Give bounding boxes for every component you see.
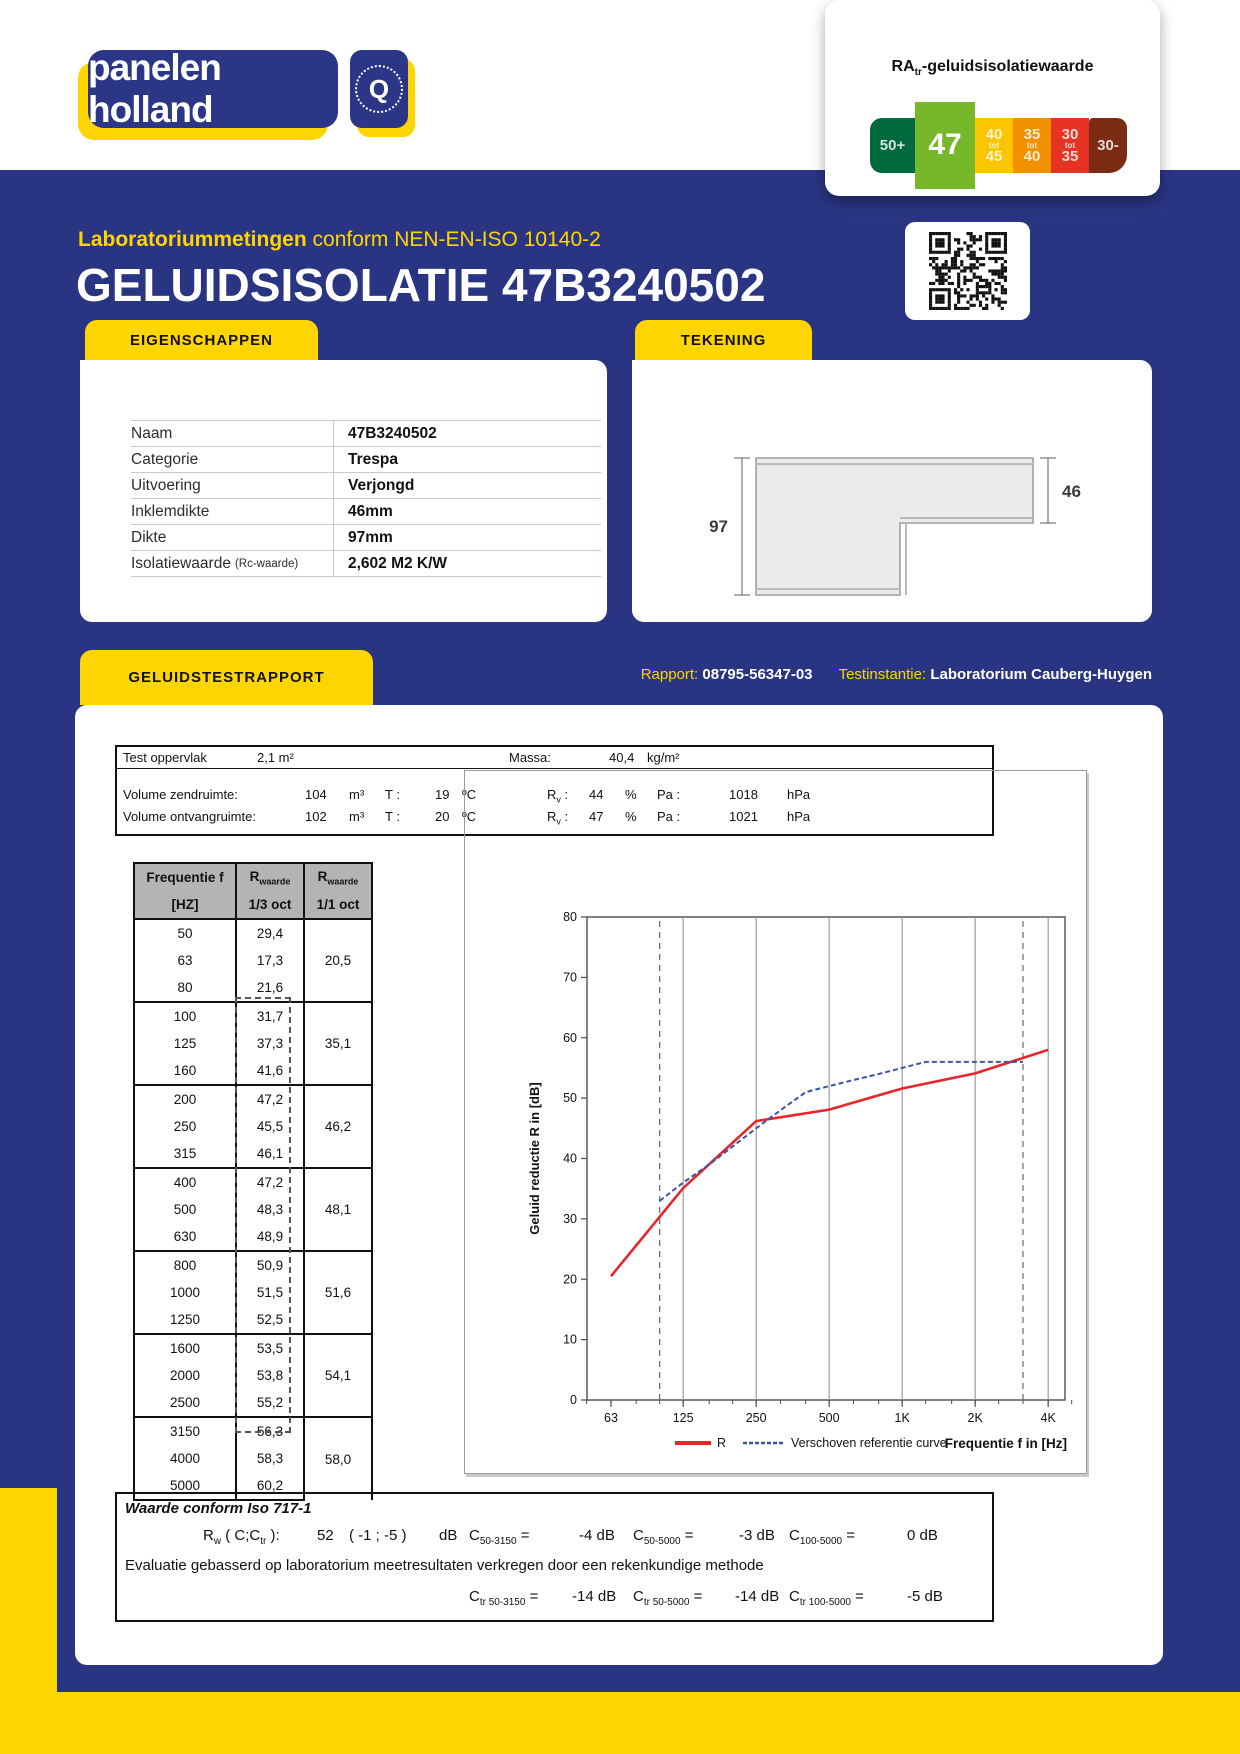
- freq-cell: 1000: [134, 1279, 236, 1306]
- zend-rv: 44: [589, 787, 604, 802]
- table-row: [131, 473, 601, 499]
- dim-46-label: 46: [1062, 482, 1081, 501]
- scale-top: 30: [1061, 125, 1079, 143]
- x-tick-label: 4K: [1040, 1411, 1056, 1425]
- freq-cell: 200: [134, 1085, 236, 1113]
- r-third-oct-cell: 52,5: [236, 1306, 304, 1334]
- scale-bottom: 45: [985, 147, 1003, 165]
- divider: [117, 768, 992, 769]
- tekening-card: [632, 360, 1152, 622]
- rating-title-rest: -geluidsisolatiewaarde: [921, 58, 1094, 75]
- volume-unit: m³: [349, 809, 365, 824]
- evaluation-note: Evaluatie gebasserd op laboratorium meetresultaten verkregen door een rekenkundige methode: [125, 1557, 764, 1574]
- report-body-panel: [75, 705, 1163, 1665]
- scale-block-35-40: [1013, 118, 1051, 173]
- testinstantie-value: Laboratorium Cauberg-Huygen: [930, 666, 1152, 683]
- ontvang-label: Volume ontvangruimte:: [123, 809, 256, 824]
- prop-value: Verjongd: [348, 476, 415, 494]
- ctr2-label: $C_{tr 50-5000}$ =: [633, 1588, 703, 1608]
- freq-cell: 315: [134, 1140, 236, 1168]
- prop-label: Naam: [131, 421, 334, 446]
- ontvang-temp: 20: [435, 809, 450, 824]
- prop-label: Categorie: [131, 447, 334, 472]
- r-third-oct-cell: 41,6: [236, 1057, 304, 1085]
- zend-temp: 19: [435, 787, 450, 802]
- volume-unit: m³: [349, 787, 365, 802]
- ctr1-value: -14 dB: [572, 1588, 617, 1605]
- dim-97-label: 97: [709, 517, 728, 536]
- freq-cell: 63: [134, 947, 236, 974]
- rv-label: $R_v$ :: [547, 809, 569, 827]
- pct-sign: %: [625, 809, 637, 824]
- prop-value: 97mm: [348, 528, 393, 546]
- rapport-number: 08795-56347-03: [702, 666, 813, 683]
- scale-label: 50+: [879, 136, 906, 154]
- freq-cell: 5000: [134, 1472, 236, 1500]
- rv-label: $R_v$ :: [547, 787, 569, 805]
- rw-value: 52: [317, 1527, 334, 1544]
- pct-sign: %: [625, 787, 637, 802]
- r-third-oct-cell: 48,9: [236, 1223, 304, 1251]
- column-header: Frequentie f: [134, 863, 236, 891]
- table-row: [131, 551, 601, 577]
- r-third-oct-cell: 45,5: [236, 1113, 304, 1140]
- ontvang-rv: 47: [589, 809, 604, 824]
- ontvang-pa: 1021: [729, 809, 758, 824]
- oppervlak-label: Test oppervlak: [123, 750, 207, 765]
- prop-value: 2,602 M2 K/W: [348, 554, 448, 572]
- r-third-oct-cell: 53,8: [236, 1362, 304, 1389]
- freq-cell: 2500: [134, 1389, 236, 1417]
- r-third-oct-cell: 21,6: [236, 974, 304, 1002]
- scale-block-30minus: [1089, 118, 1127, 173]
- scale-label: 30-: [1097, 136, 1119, 154]
- page-title: GELUIDSISOLATIE 47B3240502: [76, 259, 766, 311]
- scale-block-value: [915, 102, 975, 189]
- rapport-label: Rapport:: [640, 666, 699, 683]
- scale-tot: tot: [1026, 140, 1038, 150]
- ctr1-label: $C_{tr 50-3150}$ =: [469, 1588, 539, 1608]
- r-one-oct-cell: 54,1: [304, 1334, 372, 1417]
- company-logo-text: panelen holland: [88, 47, 221, 130]
- freq-table-row: [134, 1251, 372, 1279]
- r-third-oct-cell: 58,3: [236, 1445, 304, 1472]
- r-one-oct-cell: 46,2: [304, 1085, 372, 1168]
- freq-table-row: [134, 1417, 372, 1445]
- c2-value: -3 dB: [739, 1527, 775, 1544]
- freq-cell: 4000: [134, 1445, 236, 1472]
- freq-cell: 3150: [134, 1417, 236, 1445]
- table-row: [131, 420, 601, 447]
- r-third-oct-cell: 17,3: [236, 947, 304, 974]
- temp-unit: ºC: [462, 809, 477, 824]
- r-one-oct-cell: 20,5: [304, 919, 372, 1002]
- rating-scale: [870, 100, 1127, 190]
- freq-table-row: [134, 1085, 372, 1113]
- r-third-oct-cell: 31,7: [236, 1002, 304, 1030]
- prop-label: Isolatiewaarde (Rc-waarde): [131, 551, 334, 576]
- pa-label: Pa :: [657, 787, 681, 802]
- r-third-oct-cell: 50,9: [236, 1251, 304, 1279]
- footer-yellow-band: [0, 1692, 1240, 1754]
- ctr3-value: -5 dB: [907, 1588, 943, 1605]
- plot-area: [587, 917, 1065, 1400]
- properties-table: [131, 420, 601, 577]
- rating-value: 47: [928, 128, 962, 161]
- qr-code-icon: [929, 232, 1007, 310]
- x-tick-label: 125: [672, 1411, 694, 1425]
- freq-table-row: [134, 1334, 372, 1362]
- freq-cell: 125: [134, 1030, 236, 1057]
- oppervlak-value: 2,1 m²: [257, 750, 294, 765]
- r-third-oct-cell: 37,3: [236, 1030, 304, 1057]
- r-third-oct-cell: 53,5: [236, 1334, 304, 1362]
- t-label: T :: [385, 787, 400, 802]
- freq-cell: 800: [134, 1251, 236, 1279]
- freq-table-row: [134, 1002, 372, 1030]
- results-title: Waarde conform Iso 717-1: [125, 1500, 312, 1517]
- freq-cell: 100: [134, 1002, 236, 1030]
- c1-label: $C_{50-3150}$ =: [469, 1527, 530, 1547]
- x-tick-label: 2K: [967, 1411, 983, 1425]
- pa-unit: hPa: [787, 787, 811, 802]
- x-tick-label: 63: [604, 1411, 618, 1425]
- r-third-oct-cell: 48,3: [236, 1196, 304, 1223]
- prop-value: 47B3240502: [348, 424, 437, 442]
- rapport-info-line: [380, 666, 1152, 683]
- table-row: [131, 499, 601, 525]
- panel-cross-section-drawing: [632, 360, 1152, 622]
- scale-top: 40: [985, 125, 1003, 143]
- r-one-oct-cell: 35,1: [304, 1002, 372, 1085]
- quality-badge-letter: Q: [368, 73, 390, 104]
- y-tick-label: 10: [563, 1332, 577, 1347]
- c2-label: $C_{50-5000}$ =: [633, 1527, 694, 1547]
- freq-cell: 50: [134, 919, 236, 947]
- series-reference-curve: [660, 1062, 1023, 1201]
- legend-reference-label: Verschoven referentie curve: [791, 1436, 947, 1450]
- x-tick-label: 1K: [894, 1411, 910, 1425]
- sound-reduction-chart: [465, 771, 1086, 1473]
- scale-top: 35: [1023, 125, 1041, 143]
- y-tick-label: 80: [563, 910, 577, 924]
- quality-badge: [350, 50, 408, 128]
- r-third-oct-cell: 60,2: [236, 1472, 304, 1500]
- subtitle-rest: conform NEN-EN-ISO 10140-2: [306, 228, 601, 251]
- column-header: $R_{waarde}$: [236, 863, 304, 891]
- scale-bottom: 40: [1023, 147, 1041, 165]
- freq-cell: 500: [134, 1196, 236, 1223]
- freq-cell: 250: [134, 1113, 236, 1140]
- y-tick-label: 50: [563, 1091, 577, 1106]
- zend-label: Volume zendruimte:: [123, 787, 238, 802]
- testinstantie-label: Testinstantie:: [838, 666, 927, 683]
- massa-unit: kg/m²: [647, 750, 680, 765]
- c3-value: 0 dB: [907, 1527, 938, 1544]
- column-header: $R_{waarde}$: [304, 863, 372, 891]
- y-tick-label: 0: [570, 1393, 577, 1407]
- ctr3-label: $C_{tr 100-5000}$ =: [789, 1588, 864, 1608]
- c3-label: $C_{100-5000}$ =: [789, 1527, 856, 1547]
- r-third-oct-cell: 29,4: [236, 919, 304, 947]
- results-box: [115, 1492, 994, 1622]
- eigenschappen-card: [80, 360, 607, 622]
- y-tick-label: 30: [563, 1211, 577, 1226]
- company-logo: [88, 47, 338, 130]
- prop-value: Trespa: [348, 450, 398, 468]
- tab-eigenschappen: EIGENSCHAPPEN: [85, 320, 318, 360]
- r-third-oct-cell: 46,1: [236, 1140, 304, 1168]
- freq-cell: 1600: [134, 1334, 236, 1362]
- rating-card: [825, 0, 1160, 196]
- column-header: [HZ]: [134, 891, 236, 919]
- r-third-oct-cell: 56,3: [236, 1417, 304, 1445]
- ctr2-value: -14 dB: [735, 1588, 780, 1605]
- freq-cell: 2000: [134, 1362, 236, 1389]
- massa-label: Massa:: [509, 750, 551, 765]
- prop-label: Inklemdikte: [131, 499, 334, 524]
- y-tick-label: 40: [563, 1151, 577, 1166]
- rw-spectrum-terms: ( -1 ; -5 ): [349, 1527, 407, 1544]
- scale-bottom: 35: [1061, 147, 1079, 165]
- scale-tot: tot: [1064, 140, 1076, 150]
- scale-block-50plus: [870, 118, 915, 173]
- c1-value: -4 dB: [579, 1527, 615, 1544]
- prop-value: 46mm: [348, 502, 393, 520]
- pa-label: Pa :: [657, 809, 681, 824]
- freq-cell: 400: [134, 1168, 236, 1196]
- temp-unit: ºC: [462, 787, 477, 802]
- r-third-oct-cell: 55,2: [236, 1389, 304, 1417]
- freq-table-row: [134, 919, 372, 947]
- zend-volume: 104: [305, 787, 327, 802]
- r-third-oct-cell: 51,5: [236, 1279, 304, 1306]
- scale-block-30-35: [1051, 118, 1089, 173]
- scale-block-40-45: [975, 118, 1013, 173]
- y-tick-label: 20: [563, 1272, 577, 1287]
- r-one-oct-cell: 48,1: [304, 1168, 372, 1251]
- massa-value: 40,4: [609, 750, 635, 765]
- freq-cell: 80: [134, 974, 236, 1002]
- rating-title: [825, 58, 1160, 78]
- freq-cell: 160: [134, 1057, 236, 1085]
- db-unit: dB: [439, 1527, 458, 1544]
- r-one-oct-cell: 51,6: [304, 1251, 372, 1334]
- y-axis-title: Geluid reductie R in [dB]: [527, 1082, 542, 1235]
- report-subtitle: [78, 228, 601, 252]
- table-row: [131, 447, 601, 473]
- qr-card: [905, 222, 1030, 320]
- prop-label: Uitvoering: [131, 473, 334, 498]
- tab-tekening: TEKENING: [635, 320, 812, 360]
- y-tick-label: 60: [563, 1030, 577, 1045]
- ontvang-volume: 102: [305, 809, 327, 824]
- scale-tot: tot: [988, 140, 1000, 150]
- frequency-table: [133, 862, 373, 1501]
- column-header: 1/1 oct: [304, 891, 372, 919]
- tab-geluidstestrapport: GELUIDSTESTRAPPORT: [80, 650, 373, 705]
- r-one-oct-cell: 58,0: [304, 1417, 372, 1500]
- y-tick-label: 70: [563, 970, 577, 985]
- legend-r-label: R: [717, 1436, 727, 1450]
- quality-badge-ring-icon: [355, 65, 403, 113]
- column-header: 1/3 oct: [236, 891, 304, 919]
- rw-label: $R_w$ ( $C;C_{tr}$ ):: [203, 1527, 280, 1547]
- t-label: T :: [385, 809, 400, 824]
- table-row: [131, 525, 601, 551]
- rating-title-prefix: RA: [891, 58, 915, 75]
- x-tick-label: 250: [745, 1411, 767, 1425]
- prop-label: Dikte: [131, 525, 334, 550]
- freq-table-row: [134, 1168, 372, 1196]
- chart-panel: [464, 770, 1087, 1474]
- freq-cell: 1250: [134, 1306, 236, 1334]
- rating-title-sub: tr: [914, 67, 922, 79]
- zend-pa: 1018: [729, 787, 758, 802]
- x-axis-title: Frequentie f in [Hz]: [944, 1436, 1067, 1451]
- pa-unit: hPa: [787, 809, 811, 824]
- x-tick-label: 500: [818, 1411, 840, 1425]
- r-third-oct-cell: 47,2: [236, 1168, 304, 1196]
- freq-cell: 630: [134, 1223, 236, 1251]
- subtitle-bold: Laboratoriummetingen: [78, 228, 307, 251]
- r-third-oct-cell: 47,2: [236, 1085, 304, 1113]
